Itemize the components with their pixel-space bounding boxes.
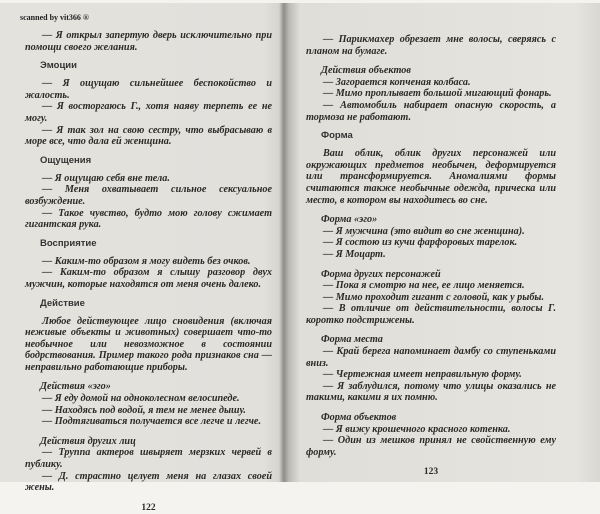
place-form-list xyxy=(306,346,556,404)
subheading-object-actions: Действия объектов xyxy=(321,65,411,77)
others-form-list xyxy=(306,280,556,326)
heading-perception: Восприятие xyxy=(40,237,97,249)
text-line: — Пока я смотрю на нее, ее лицо меняется. xyxy=(323,280,525,292)
text-line: — Автомобиль набирает опасную скорость, а тормоза не работают. xyxy=(306,99,556,123)
text-line: — Труппа актеров швыряет мерзких червей в публику. xyxy=(25,447,272,471)
intro-paragraph xyxy=(306,34,556,57)
object-actions-list xyxy=(306,77,556,123)
heading-action: Действие xyxy=(40,297,85,309)
text-line: — Парикмахер обрезает мне волосы, сверяясь с планом на бумаге. xyxy=(306,34,556,57)
subheading-objects-form: Форма объектов xyxy=(321,412,397,424)
form-paragraph xyxy=(306,148,556,206)
text-line: — Я мужчина (это видит во сне женщина). xyxy=(323,225,525,237)
sensations-list xyxy=(25,173,272,231)
page-number: 122 xyxy=(141,502,156,513)
text-line: — Я еду домой на одноколесном велосипеде. xyxy=(42,393,240,405)
text-line: Ваш облик, облик других персонажей или окружающих предметов необычен, деформируется или трансформируется. Аномалиями формы считаются также необычные одежда, прическа или место, в котором вы находитесь во сне. xyxy=(306,148,556,206)
subheading-place-form: Форма места xyxy=(321,334,383,346)
others-actions-list xyxy=(25,447,272,493)
text-line: — Мимо проходит гигант с головой, как у рыбы. xyxy=(323,291,545,303)
text-line: — Я ощущаю себя вне тела. xyxy=(42,172,170,184)
text-line: — Я открыл запертую дверь исключительно при помощи своего желания. xyxy=(25,30,272,53)
text-line: — Д. страстно целует меня на глазах своей жены. xyxy=(25,470,272,494)
book-spread xyxy=(0,3,600,513)
text-line: — Мимо проплывает большой мигающий фонарь. xyxy=(323,88,552,100)
text-line: — В отличие от действительности, волосы Г. коротко подстрижены. xyxy=(306,303,556,326)
text-line: — Такое чувство, будто мою голову сжимает гигантская рука. xyxy=(25,207,272,231)
heading-emotions: Эмоции xyxy=(40,60,77,72)
scan-note: scanned by vit366 ® xyxy=(20,13,89,22)
subheading-others-actions: Действия других лиц xyxy=(40,435,136,447)
emotions-list xyxy=(25,78,272,148)
heading-form: Форма xyxy=(321,130,353,142)
heading-sensations: Ощущения xyxy=(40,154,92,166)
text-line: — Я заблудился, потому что улицы оказались не такими, какими я их помню. xyxy=(306,380,556,404)
perception-list xyxy=(25,256,272,291)
text-line: — Один из мешков принял не свойственную ему форму. xyxy=(306,435,556,458)
subheading-others-form: Форма других персонажей xyxy=(321,268,441,280)
objects-form-list xyxy=(306,424,556,459)
text-line: — Я вижу крошечного красного котенка. xyxy=(323,423,511,435)
ego-actions-list xyxy=(25,393,272,428)
left-page xyxy=(25,30,272,514)
ego-form-list xyxy=(306,226,556,261)
action-paragraph xyxy=(25,316,272,374)
text-line: — Я ощущаю сильнейшее беспокойство и жалость. xyxy=(25,78,272,101)
subheading-ego-form: Форма «эго» xyxy=(321,214,378,226)
text-line: — Я состою из кучи фарфоровых тарелок. xyxy=(323,237,518,249)
text-line: Любое действующее лицо сновидения (включая неживые объекты и животных) совершает что-то необычное или невозможное в состоянии бодрствования. Пример такого рода признаков сна — неправильно работающие приборы. xyxy=(25,315,272,373)
text-line: — Находясь под водой, я тем не менее дышу. xyxy=(42,404,246,416)
intro-paragraph xyxy=(25,30,272,53)
text-line: — Каким-то образом я могу видеть без очков. xyxy=(42,255,251,267)
text-line: — Подтягиваться получается все легче и легче. xyxy=(42,416,261,428)
text-line: — Я Моцарт. xyxy=(323,248,386,260)
right-page xyxy=(306,34,556,478)
text-line: — Загорается копченая колбаса. xyxy=(323,76,471,88)
subheading-ego-actions: Действия «эго» xyxy=(40,381,111,393)
text-line: — Меня охватывает сильное сексуальное возбуждение. xyxy=(25,184,272,207)
text-line: — Я восторгаюсь Г., хотя наяву терпеть ее не могу. xyxy=(25,101,272,124)
text-line: — Каким-то образом я слышу разговор двух мужчин, которые находятся от меня очень далеко. xyxy=(25,267,272,290)
text-line: — Край берега напоминает дамбу со ступеньками вниз. xyxy=(306,346,556,369)
text-line: — Чертежная имеет неправильную форму. xyxy=(323,369,522,381)
text-line: — Я так зол на свою сестру, что выбрасываю в море все, что дала ей женщина. xyxy=(25,124,272,148)
page-number: 123 xyxy=(423,467,439,478)
